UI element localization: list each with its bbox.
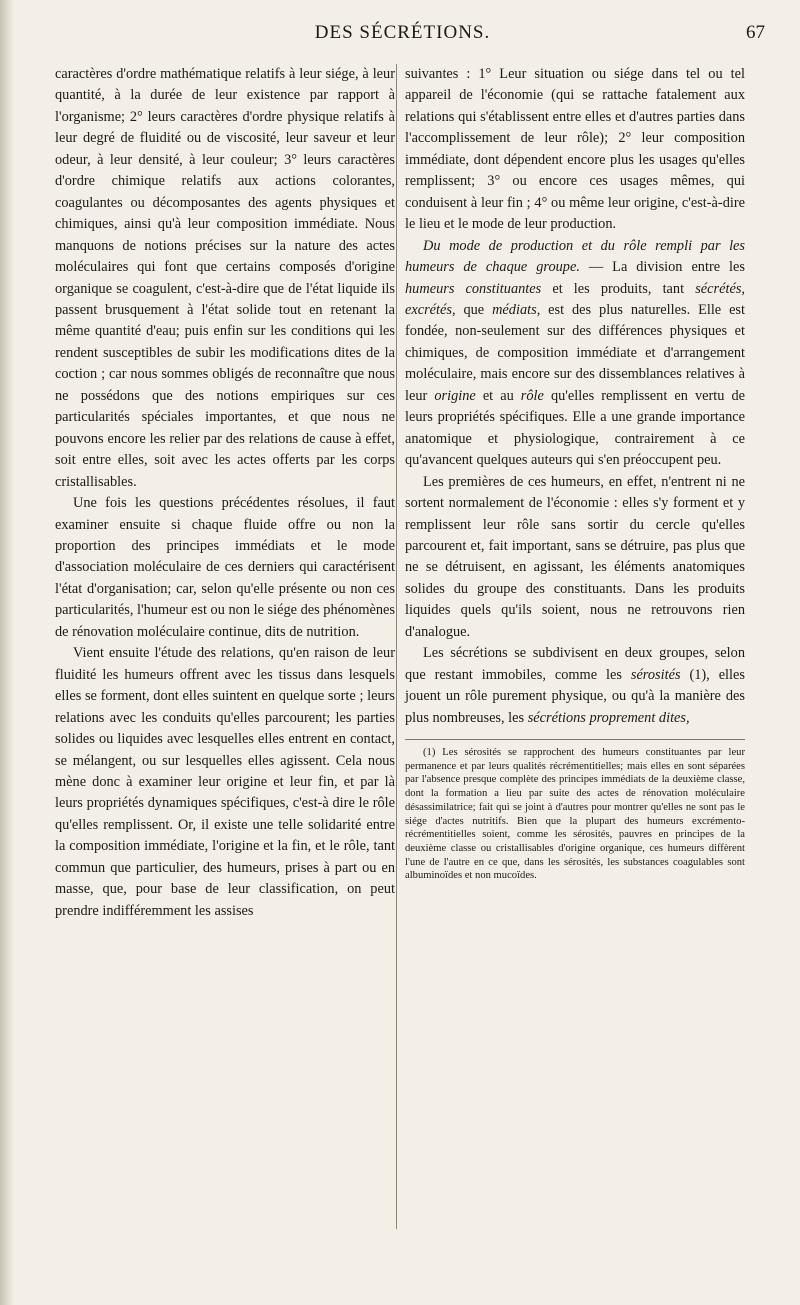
text-run: , que	[451, 301, 493, 318]
footnote: (1) Les sérosités se rapprochent des humeurs constituantes par leur permanence et par leurs qualités récrémentitielles; mais elles en sont séparées par l'absence presque complète des principes immédiats de la deuxième classe, dont la formation a lieu par suite des actes de rénovation moléculaire désassimilatrice; fait qui se joint à d'autres pour montrer qu'elles ne sont pas le siége d'actes nutritifs. Bien que la plupart des humeurs excrémento-récrémentitielles soient, comme les sérosités, pauvres en principes de la deuxième classe ou cristallisables d'origine organique, ces humeurs diffèrent l'une de l'autre en ce que, dans les sérosités, les substances coagulables sont albuminoïdes et non mucoïdes.	[405, 747, 745, 882]
paragraph: caractères d'ordre mathématique relatifs à leur siége, à leur quantité, à la durée de leur existence par rapport à l'organisme; 2° leurs caractères d'ordre physique relatifs à leur degré de fluidité ou de viscosité, leur saveur et leur odeur, à leur densité, à leur couleur; 3° leurs caractères d'ordre chimique relatifs aux actions colorantes, coagulantes ou décomposantes des agents physiques et chimiques, ainsi qu'à leur composition immédiate. Nous manquons de notions précises sur la nature des actes moléculaires qui font que certains composés d'origine organique se coagulent, c'est-à-dire que de l'état liquide ils passent brusquement à l'état solide tout en retenant la même quantité d'eau; puis enfin sur les conditions qui les rendent susceptibles de subir les modifications dites de la coction ; car nous sommes obligés de reconnaître que nous ne possédons que des notions empiriques sur ces particularités spéciales importantes, et que nous ne pouvons encore les relier par des relations de cause à effet, soit entre elles, soit avec les actes offerts par les corps cristallisables.	[55, 66, 395, 490]
text-run: (1), elles jouent un rôle purement physique, ou qu'à la manière des plus nombreuses, les	[405, 666, 745, 726]
text-run: qu'elles remplissent en vertu de leurs propriétés spécifiques. Elle a une grande importance anatomique et physiologique, contrairement à ce qu'avancent quelques auteurs qui s'en préoccupent peu.	[405, 387, 745, 469]
text-run: et au	[475, 387, 521, 404]
emphasis: sécrétés, excrétés	[405, 280, 745, 318]
binding-shadow	[0, 0, 14, 1305]
footnote-separator	[405, 739, 745, 740]
right-column	[405, 64, 745, 883]
emphasis: rôle	[520, 387, 544, 404]
emphasis: sérosités	[630, 666, 681, 683]
emphasis: sécrétions proprement dites,	[527, 709, 690, 726]
paragraph	[405, 643, 745, 729]
column-divider	[396, 64, 397, 1229]
emphasis: humeurs constituantes	[405, 280, 542, 297]
paragraph: Vient ensuite l'étude des relations, qu'en raison de leur fluidité les humeurs offrent avec les tissus dans lesquels elles se forment, dont elles suintent en quelque sorte ; leurs relations avec les conduits qu'elles parcourent; les parties solides ou liquides avec lesquelles elles entrent en contact, se mélangent, ou sur lesquelles elles agissent. Cela nous mène donc à examiner leur origine et leur fin, et par là leurs propriétés dynamiques spécifiques, c'est-à dire le rôle qu'elles remplissent. Or, il existe une telle solidarité entre la composition immédiate, l'origine et la fin, et le rôle, tant commun que particulier, des humeurs, prises à part ou en masse, que, pour base de leur classification, on peut prendre indifféremment les assises	[55, 645, 395, 919]
running-title: DES SÉCRÉTIONS.	[314, 22, 491, 43]
emphasis: médiats	[492, 301, 537, 318]
page-number: 67	[746, 22, 765, 43]
paragraph: Une fois les questions précédentes résolues, il faut examiner ensuite si chaque fluide offre ou non la proportion des principes immédiats et le mode d'association moléculaire de ces derniers qui caractérisent l'état d'organisation; car, selon qu'elle présente ou non ces particularités, l'humeur est ou non le siége des phénomènes de rénovation moléculaire continue, dits de nutrition.	[55, 495, 395, 640]
paragraph: Les premières de ces humeurs, en effet, n'entrent ni ne sortent normalement de l'économie : elles s'y forment et y remplissent leur rôle sans sortir du cercle qu'elles parcourent et, fait important, sans se détruire, pas plus que ne se détruisent, en agissant, les éléments anatomiques solides du groupe des constituants. Dans les produits liquides quels qu'ils soient, nous ne retrouvons rien d'analogue.	[405, 473, 745, 640]
left-column	[55, 64, 395, 922]
text-run: — La division entre les	[579, 259, 745, 276]
paragraph: suivantes : 1° Leur situation ou siége dans tel ou tel appareil de l'économie (qui se rattache fatalement aux relations qui s'établissent entre elles et d'autres parties dans l'accomplissement de leur rôle); 2° leur composition immédiate, dont dépendent encore plus les usages qu'elles remplissent; 3° ou encore ces usages mêmes, qui conduisent à leur fin ; 4° ou même leur origine, c'est-à-dire le lieu et le mode de leur production.	[405, 66, 745, 233]
section-paragraph	[405, 236, 745, 472]
section-heading: Du mode de production et du rôle rempli par les humeurs de chaque groupe.	[405, 237, 745, 276]
text-run: Les sécrétions se subdivisent en deux groupes, selon que restant immobiles, comme les	[405, 645, 745, 683]
emphasis: origine	[434, 387, 476, 404]
page-header	[40, 22, 765, 52]
text-run: et les produits, tant	[541, 280, 696, 297]
text-run: , est des plus naturelles. Elle est fondée, non-seulement sur des différences physiques et chimiques, de composition immédiate et d'arrangement moléculaire, mais encore sur des dissemblances relatives à leur	[405, 301, 745, 404]
